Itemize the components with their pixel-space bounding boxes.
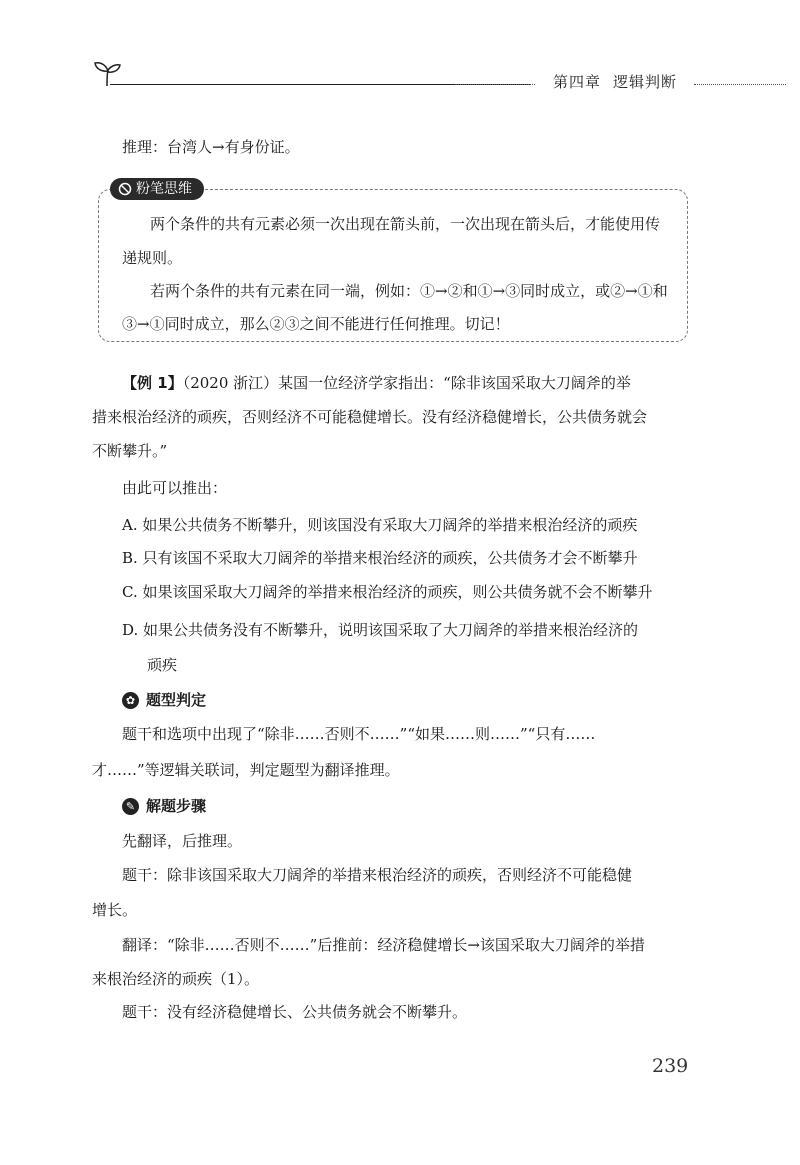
example-label-close: 】	[167, 374, 183, 392]
example-stem-line2: 措来根治经济的顽疾，否则经济不可能稳健增长。没有经济稳健增长，公共债务就会	[92, 408, 648, 426]
option-b: B. 只有该国不采取大刀阔斧的举措来根治经济的顽疾，公共债务才会不断攀升	[122, 549, 638, 567]
pen-icon: ✎	[122, 798, 139, 815]
solve-line2: 题干：除非该国采取大刀阔斧的举措来根治经济的顽疾，否则经济不可能稳健	[122, 866, 633, 884]
section-label: 逻辑判断	[613, 73, 678, 91]
tip-para1-line1: 两个条件的共有元素必须一次出现在箭头前，一次出现在箭头后，才能使用传	[150, 215, 661, 233]
type-section-line2: 才……”等逻辑关联词，判定题型为翻译推理。	[92, 761, 400, 779]
example-label-open: 【	[122, 374, 138, 392]
type-section-line1: 题干和选项中出现了“除非……否则不……”“如果……则……”“只有……	[122, 725, 596, 743]
solve-line4: 翻译：“除非……否则不……”后推前：经济稳健增长→该国采取大刀阔斧的举措	[122, 936, 645, 954]
example-label: 例 1	[137, 374, 168, 392]
solve-section-title: 解题步骤	[146, 797, 207, 815]
intro-line: 推理：台湾人→有身份证。	[122, 138, 300, 156]
option-d-line1: D. 如果公共债务没有不断攀升，说明该国采取了大刀阔斧的举措来根治经济的	[122, 621, 639, 639]
tip-para2-line2: ③→①同时成立，那么②③之间不能进行任何推理。切记！	[122, 315, 510, 333]
option-a: A. 如果公共债务不断攀升，则该国没有采取大刀阔斧的举措来根治经济的顽疾	[122, 516, 638, 534]
solve-line6: 题干：没有经济稳健增长、公共债务就会不断攀升。	[122, 1003, 468, 1021]
page-number: 239	[652, 1055, 689, 1077]
gear-icon: ✿	[122, 692, 139, 709]
no-sign-icon	[118, 182, 132, 196]
example-line1	[122, 372, 631, 394]
solve-line3: 增长。	[92, 901, 138, 919]
tip-para2-line1: 若两个条件的共有元素在同一端，例如：①→②和①→③同时成立，或②→①和	[150, 282, 668, 300]
header-dotted-rule-right	[694, 84, 786, 85]
example-stem-line3: 不断攀升。”	[92, 442, 168, 460]
option-d-line2: 顽疾	[147, 656, 178, 674]
tip-para1-line2: 递规则。	[122, 249, 183, 267]
running-header	[553, 71, 689, 92]
example-stem-line1: （2020 浙江）某国一位经济学家指出：“除非该国采取大刀阔斧的举	[182, 374, 631, 392]
option-c: C. 如果该国采取大刀阔斧的举措来根治经济的顽疾，则公共债务就不会不断攀升	[122, 583, 653, 601]
header-dotted-rule	[455, 84, 535, 85]
type-section-title: 题型判定	[146, 691, 207, 709]
solve-line5: 来根治经济的顽疾（1）。	[92, 970, 260, 988]
solve-line1: 先翻译，后推理。	[122, 832, 243, 850]
tip-tag	[110, 178, 204, 200]
chapter-label: 第四章	[553, 73, 602, 91]
tip-tag-label: 粉笔思维	[136, 181, 192, 197]
example-question: 由此可以推出：	[122, 479, 228, 497]
